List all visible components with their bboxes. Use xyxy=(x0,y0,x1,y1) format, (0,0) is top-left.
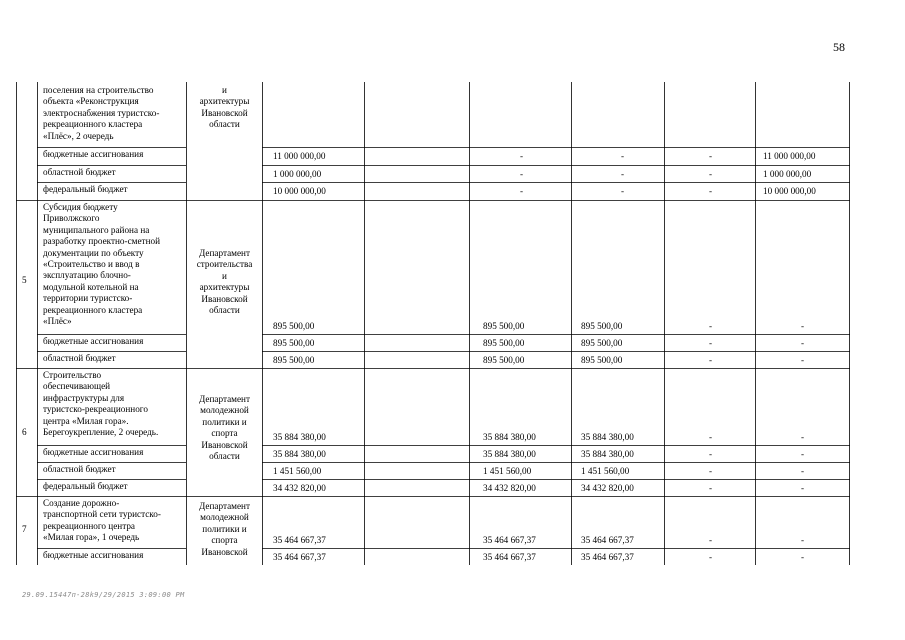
row5-name-line: «Плёс» xyxy=(43,316,72,327)
row4-sub-label: областной бюджет xyxy=(43,167,116,177)
row7-name-line: «Милая гора», 1 очередь xyxy=(43,532,140,543)
row7-cell: - xyxy=(801,535,805,545)
row6-cell: - xyxy=(801,432,805,442)
row5-name xyxy=(43,202,160,327)
row5-sub-cell: 895 500,00 xyxy=(581,338,623,348)
row5-cell: 895 500,00 xyxy=(483,321,525,331)
row6-sub-cell: - xyxy=(801,466,805,476)
row7-dept-line: Департамент xyxy=(199,501,250,511)
row5-number: 5 xyxy=(22,275,27,285)
row7-number: 7 xyxy=(22,524,27,534)
row7-name-line: рекреационного центра xyxy=(43,520,135,531)
row4-sub-cell: - xyxy=(621,151,625,161)
row6-dept-line: спорта xyxy=(211,428,238,439)
row5-dept-line: архитектуры xyxy=(199,282,250,293)
row6-sub-label: областной бюджет xyxy=(43,464,116,474)
row4-name-line: рекреационного кластера xyxy=(43,119,143,130)
row7-sub-cell: - xyxy=(709,552,713,562)
row7-sub-cell: 35 464 667,37 xyxy=(483,552,536,562)
row7-cell: - xyxy=(709,535,713,545)
row6-name-line: центра «Милая гора». xyxy=(43,415,129,426)
row6-sub-cell: - xyxy=(709,466,713,476)
row6-dept-line: молодежной xyxy=(200,405,249,416)
row6-department xyxy=(187,394,262,462)
row5-name-line: муниципального района на xyxy=(43,224,150,235)
row6-total: 35 884 380,00 xyxy=(273,432,326,442)
row7-sub-label: бюджетные ассигнования xyxy=(43,550,144,560)
row4-sub-cell: - xyxy=(520,169,524,179)
budget-table xyxy=(16,82,850,565)
row4-sub-cell: 10 000 000,00 xyxy=(763,186,816,196)
row6-dept-line: политики и xyxy=(202,416,247,427)
row4-sub-label: федеральный бюджет xyxy=(43,184,128,194)
row4-sub-cell: - xyxy=(709,186,713,196)
row4-sub-cell: - xyxy=(520,186,524,196)
row5-dept-line: и xyxy=(222,270,227,281)
row7-dept-line: Ивановской xyxy=(201,546,248,557)
row4-sub-cell: - xyxy=(709,151,713,161)
row6-sub-cell: 1 451 560,00 xyxy=(483,466,532,476)
row5-sub-cell: - xyxy=(801,355,805,365)
row7-total: 35 464 667,37 xyxy=(273,535,326,545)
row6-sub-cell: 34 432 820,00 xyxy=(581,483,634,493)
row7-sub-total: 35 464 667,37 xyxy=(273,552,326,562)
row5-name-line: Субсидия бюджету xyxy=(43,202,118,212)
row4-name-line: «Плёс», 2 очередь xyxy=(43,130,114,141)
row4-name-line: объекта «Реконструкция xyxy=(43,96,139,107)
row6-sub-total: 34 432 820,00 xyxy=(273,483,326,493)
row6-number: 6 xyxy=(22,427,27,437)
row6-cell: 35 884 380,00 xyxy=(581,432,634,442)
row4-sub-total: 11 000 000,00 xyxy=(273,151,326,161)
row5-sub-label: областной бюджет xyxy=(43,353,116,363)
row4-sub-cell: - xyxy=(621,169,625,179)
row7-name xyxy=(43,498,161,544)
row5-name-line: модульной котельной на xyxy=(43,281,139,292)
row6-sub-cell: - xyxy=(801,483,805,493)
row4-name xyxy=(43,85,159,142)
row5-sub-total: 895 500,00 xyxy=(273,355,315,365)
row6-dept-line: Департамент xyxy=(199,394,250,404)
row5-sub-cell: 895 500,00 xyxy=(483,338,525,348)
row5-name-line: «Строительство и ввод в xyxy=(43,259,140,270)
row6-name-line: туристско-рекреационного xyxy=(43,404,148,415)
row7-dept-line: политики и xyxy=(202,523,247,534)
row5-name-line: документации по объекту xyxy=(43,247,144,258)
row5-name-line: Приволжского xyxy=(43,213,100,224)
row5-cell: - xyxy=(801,321,805,331)
row5-cell: - xyxy=(709,321,713,331)
row6-name-line: Строительство xyxy=(43,370,102,380)
row4-sub-label: бюджетные ассигнования xyxy=(43,149,144,159)
row5-sub-cell: 895 500,00 xyxy=(483,355,525,365)
row6-sub-label: бюджетные ассигнования xyxy=(43,447,144,457)
row5-name-line: рекреационного кластера xyxy=(43,304,143,315)
row6-sub-cell: 35 884 380,00 xyxy=(581,449,634,459)
row6-sub-total: 35 884 380,00 xyxy=(273,449,326,459)
row6-name-line: обеспечивающей xyxy=(43,381,111,392)
row4-sub-cell: 1 000 000,00 xyxy=(763,169,812,179)
document-footer: 29.09.15447п-28k9/29/2015 3:09:00 PM xyxy=(22,591,185,599)
row5-sub-cell: 895 500,00 xyxy=(581,355,623,365)
row4-dept-line: и xyxy=(222,85,227,95)
row4-sub-cell: 11 000 000,00 xyxy=(763,151,816,161)
row5-sub-cell: - xyxy=(709,338,713,348)
row7-sub-cell: 35 464 667,37 xyxy=(581,552,634,562)
row6-cell: - xyxy=(709,432,713,442)
row4-department xyxy=(187,85,262,131)
row5-cell: 895 500,00 xyxy=(581,321,623,331)
row5-name-line: эксплуатацию блочно- xyxy=(43,270,131,281)
row6-sub-total: 1 451 560,00 xyxy=(273,466,322,476)
row7-cell: 35 464 667,37 xyxy=(581,535,634,545)
row5-department xyxy=(187,248,262,316)
row6-sub-cell: - xyxy=(709,449,713,459)
row4-sub-cell: - xyxy=(621,186,625,196)
row6-dept-line: области xyxy=(209,451,240,462)
row4-dept-line: архитектуры xyxy=(199,96,250,107)
row6-sub-cell: 34 432 820,00 xyxy=(483,483,536,493)
row5-dept-line: области xyxy=(209,305,240,316)
row6-sub-cell: - xyxy=(801,449,805,459)
row4-sub-cell: - xyxy=(709,169,713,179)
row5-dept-line: Ивановской xyxy=(201,293,248,304)
row5-sub-total: 895 500,00 xyxy=(273,338,315,348)
row7-sub-cell: - xyxy=(801,552,805,562)
row6-name-line: Берегоукрепление, 2 очередь. xyxy=(43,427,159,438)
row5-sub-cell: - xyxy=(709,355,713,365)
row4-name-line: поселения на строительство xyxy=(43,85,154,95)
page-number: 58 xyxy=(833,40,845,54)
row4-dept-line: области xyxy=(209,119,240,130)
row5-dept-line: строительства xyxy=(196,259,253,270)
row5-name-line: разработку проектно-сметной xyxy=(43,236,160,247)
row6-sub-label: федеральный бюджет xyxy=(43,481,128,491)
row4-dept-line: Ивановской xyxy=(201,107,248,118)
row5-sub-label: бюджетные ассигнования xyxy=(43,336,144,346)
row5-total: 895 500,00 xyxy=(273,321,315,331)
row7-name-line: Создание дорожно- xyxy=(43,498,120,508)
row6-sub-cell: - xyxy=(709,483,713,493)
row5-sub-cell: - xyxy=(801,338,805,348)
row4-sub-total: 1 000 000,00 xyxy=(273,169,322,179)
row7-cell: 35 464 667,37 xyxy=(483,535,536,545)
row7-dept-line: спорта xyxy=(211,535,238,546)
row4-sub-total: 10 000 000,00 xyxy=(273,186,326,196)
row5-name-line: территории туристско- xyxy=(43,293,133,304)
row6-sub-cell: 35 884 380,00 xyxy=(483,449,536,459)
row6-dept-line: Ивановской xyxy=(201,439,248,450)
row6-name-line: инфраструктуры для xyxy=(43,392,125,403)
row5-dept-line: Департамент xyxy=(199,248,250,258)
row6-name xyxy=(43,370,158,438)
row7-dept-line: молодежной xyxy=(200,512,249,523)
row7-name-line: транспортной сети туристско- xyxy=(43,509,161,520)
row4-sub-cell: - xyxy=(520,151,524,161)
row6-sub-cell: 1 451 560,00 xyxy=(581,466,630,476)
row6-cell: 35 884 380,00 xyxy=(483,432,536,442)
row4-name-line: электроснабжения туристско- xyxy=(43,107,160,118)
row7-department xyxy=(187,501,262,558)
